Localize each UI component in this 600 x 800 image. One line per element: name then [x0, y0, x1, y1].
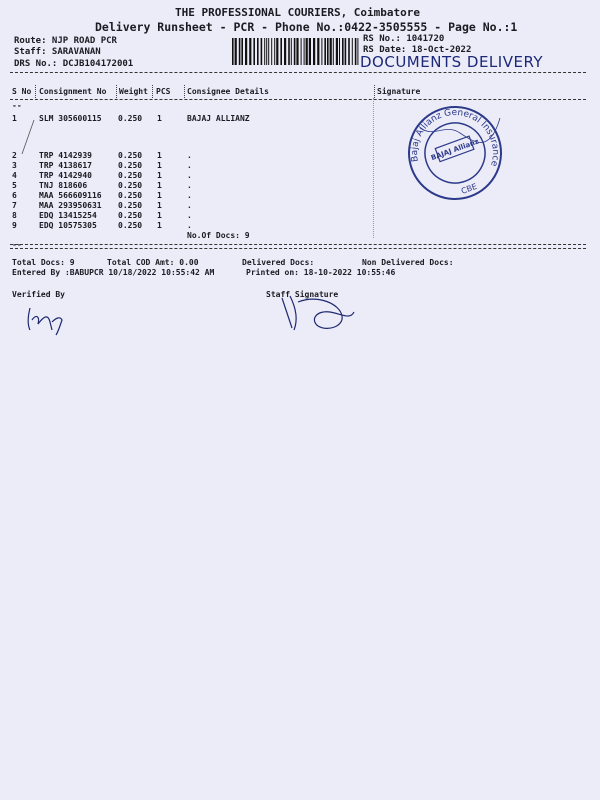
barcode-bar [355, 38, 357, 65]
rs-number: RS No.: 1041720 [363, 34, 445, 44]
barcode-bar [330, 38, 332, 65]
cell-sno: 3 [12, 161, 17, 170]
divider [10, 72, 586, 73]
barcode-bar [342, 38, 344, 65]
drs-number: DRS No.: DCJB104172001 [14, 59, 134, 69]
svg-text:CBE: CBE [459, 181, 479, 196]
cell-pcs: 1 [157, 181, 162, 190]
barcode-bar [288, 38, 290, 65]
header-signature: Signature [377, 87, 421, 96]
barcode-bar [333, 38, 334, 65]
rs-date: RS Date: 18-Oct-2022 [363, 45, 472, 55]
barcode-bar [352, 38, 353, 65]
barcode-bar [249, 38, 251, 65]
cell-consignment: MAA 566609116 [39, 191, 102, 200]
cell-consignee: . [187, 201, 192, 210]
barcode-bar [336, 38, 338, 65]
barcode-bar [294, 38, 296, 65]
barcode-bar [317, 38, 319, 65]
non-delivered-docs: Non Delivered Docs: [362, 258, 454, 267]
barcode-bar [245, 38, 247, 65]
total-docs: Total Docs: 9 [12, 258, 75, 267]
total-cod-amount: Total COD Amt: 0.00 [107, 258, 199, 267]
company-seal-stamp [400, 98, 510, 208]
col-sep [116, 85, 117, 98]
verified-by-label: Verified By [12, 290, 65, 299]
company-title: THE PROFESSIONAL COURIERS, Coimbatore [175, 6, 421, 19]
col-sep [35, 85, 36, 98]
header-pcs: PCS [156, 87, 171, 96]
scribble-mark [14, 118, 44, 158]
cell-consignee: . [187, 211, 192, 220]
cell-pcs: 1 [157, 151, 162, 160]
barcode-bar [327, 38, 329, 65]
verified-by-signature [22, 302, 82, 337]
barcode-bar [264, 38, 265, 65]
printed-on: Printed on: 18-10-2022 10:55:46 [246, 268, 396, 277]
cell-sno: 9 [12, 221, 17, 230]
barcode-bar [276, 38, 278, 65]
cell-consignee: . [187, 191, 192, 200]
cell-sno: 2 [12, 151, 17, 160]
cell-pcs: 1 [157, 114, 162, 123]
cell-pcs: 1 [157, 211, 162, 220]
staff-signature [270, 290, 360, 338]
cell-sno: 7 [12, 201, 17, 210]
barcode-bar [348, 38, 350, 65]
barcode-bar [296, 38, 298, 65]
staff-label: Staff: SARAVANAN [14, 47, 101, 57]
barcode-bar [339, 38, 340, 65]
cell-sno: 4 [12, 171, 17, 180]
barcode-bar [261, 38, 263, 65]
barcode-bar [321, 38, 322, 65]
documents-delivery-stamp: DOCUMENTS DELIVERY [360, 53, 544, 71]
barcode-image [232, 38, 360, 65]
barcode-bar [301, 38, 302, 65]
cell-weight: 0.250 [118, 171, 143, 180]
cell-pcs: 1 [157, 191, 162, 200]
cell-consignment: MAA 293950631 [39, 201, 102, 210]
divider [10, 244, 586, 245]
cell-weight: 0.250 [118, 201, 143, 210]
cell-sno: 5 [12, 181, 17, 190]
cell-weight: 0.250 [118, 191, 143, 200]
col-sep [184, 85, 185, 98]
barcode-bar [266, 38, 267, 65]
barcode-bar [313, 38, 315, 65]
barcode-bar [309, 38, 311, 65]
barcode-bar [280, 38, 282, 65]
barcode-bar [253, 38, 255, 65]
barcode-bar [357, 38, 358, 65]
cell-consignment: SLM 305600115 [39, 114, 102, 123]
cell-weight: 0.250 [118, 181, 143, 190]
cell-consignee: . [187, 151, 192, 160]
barcode-bar [284, 38, 286, 65]
cell-sno: 8 [12, 211, 17, 220]
barcode-bar [304, 38, 305, 65]
barcode-bar [345, 38, 347, 65]
cell-weight: 0.250 [118, 211, 143, 220]
cell-consignment: EDQ 13415254 [39, 211, 97, 220]
col-sep [374, 85, 375, 98]
route-label: Route: NJP ROAD PCR [14, 36, 117, 46]
cell-consignee: . [187, 181, 192, 190]
svg-text:BAJAJ Allianz: BAJAJ Allianz [429, 137, 480, 163]
cell-consignee: . [187, 161, 192, 170]
svg-text:Bajaj Allianz General Insuranc: Bajaj Allianz General Insurance [409, 107, 501, 168]
header-weight: Weight [119, 87, 148, 96]
header-consignee: Consignee Details [187, 87, 269, 96]
cell-sno: 6 [12, 191, 17, 200]
barcode-bar [271, 38, 272, 65]
cell-pcs: 1 [157, 221, 162, 230]
cell-weight: 0.250 [118, 114, 143, 123]
cell-consignment: TRP 4138617 [39, 161, 92, 170]
header-consignment: Consignment No [39, 87, 107, 96]
cell-consignee: BAJAJ ALLIANZ [187, 114, 250, 123]
row-marker: -- [12, 101, 22, 110]
barcode-bar [306, 38, 308, 65]
cell-weight: 0.250 [118, 161, 143, 170]
no-of-docs: No.Of Docs: 9 [187, 231, 250, 240]
entered-by: Entered By :BABUPCR 10/18/2022 10:55:42 AM [12, 268, 215, 277]
barcode-bar [235, 38, 237, 65]
cell-consignee: . [187, 171, 192, 180]
totals-marker: -- [12, 240, 22, 249]
barcode-bar [291, 38, 292, 65]
divider [10, 248, 586, 249]
cell-weight: 0.250 [118, 151, 143, 160]
cell-consignment: EDQ 10575305 [39, 221, 97, 230]
barcode-bar [268, 38, 269, 65]
cell-pcs: 1 [157, 161, 162, 170]
cell-weight: 0.250 [118, 221, 143, 230]
col-sep [152, 85, 153, 98]
cell-consignee: . [187, 221, 192, 230]
cell-sno: 1 [12, 114, 17, 123]
cell-consignment: TNJ 818606 [39, 181, 88, 190]
staff-signature-label: Staff Signature [266, 290, 339, 299]
barcode-bar [274, 38, 275, 65]
barcode-bar [232, 38, 234, 65]
header-sno: S No [12, 87, 32, 96]
cell-pcs: 1 [157, 201, 162, 210]
signature-column-line [373, 98, 374, 238]
cell-consignment: TRP 4142940 [39, 171, 92, 180]
runsheet-subtitle: Delivery Runsheet - PCR - Phone No.:0422-3505555 - Page No.:1 [95, 20, 518, 34]
barcode-bar [324, 38, 326, 65]
cell-pcs: 1 [157, 171, 162, 180]
barcode-bar [257, 38, 259, 65]
barcode-bar [241, 38, 243, 65]
cell-consignment: TRP 4142939 [39, 151, 92, 160]
delivered-docs: Delivered Docs: [242, 258, 315, 267]
barcode-bar [239, 38, 241, 65]
